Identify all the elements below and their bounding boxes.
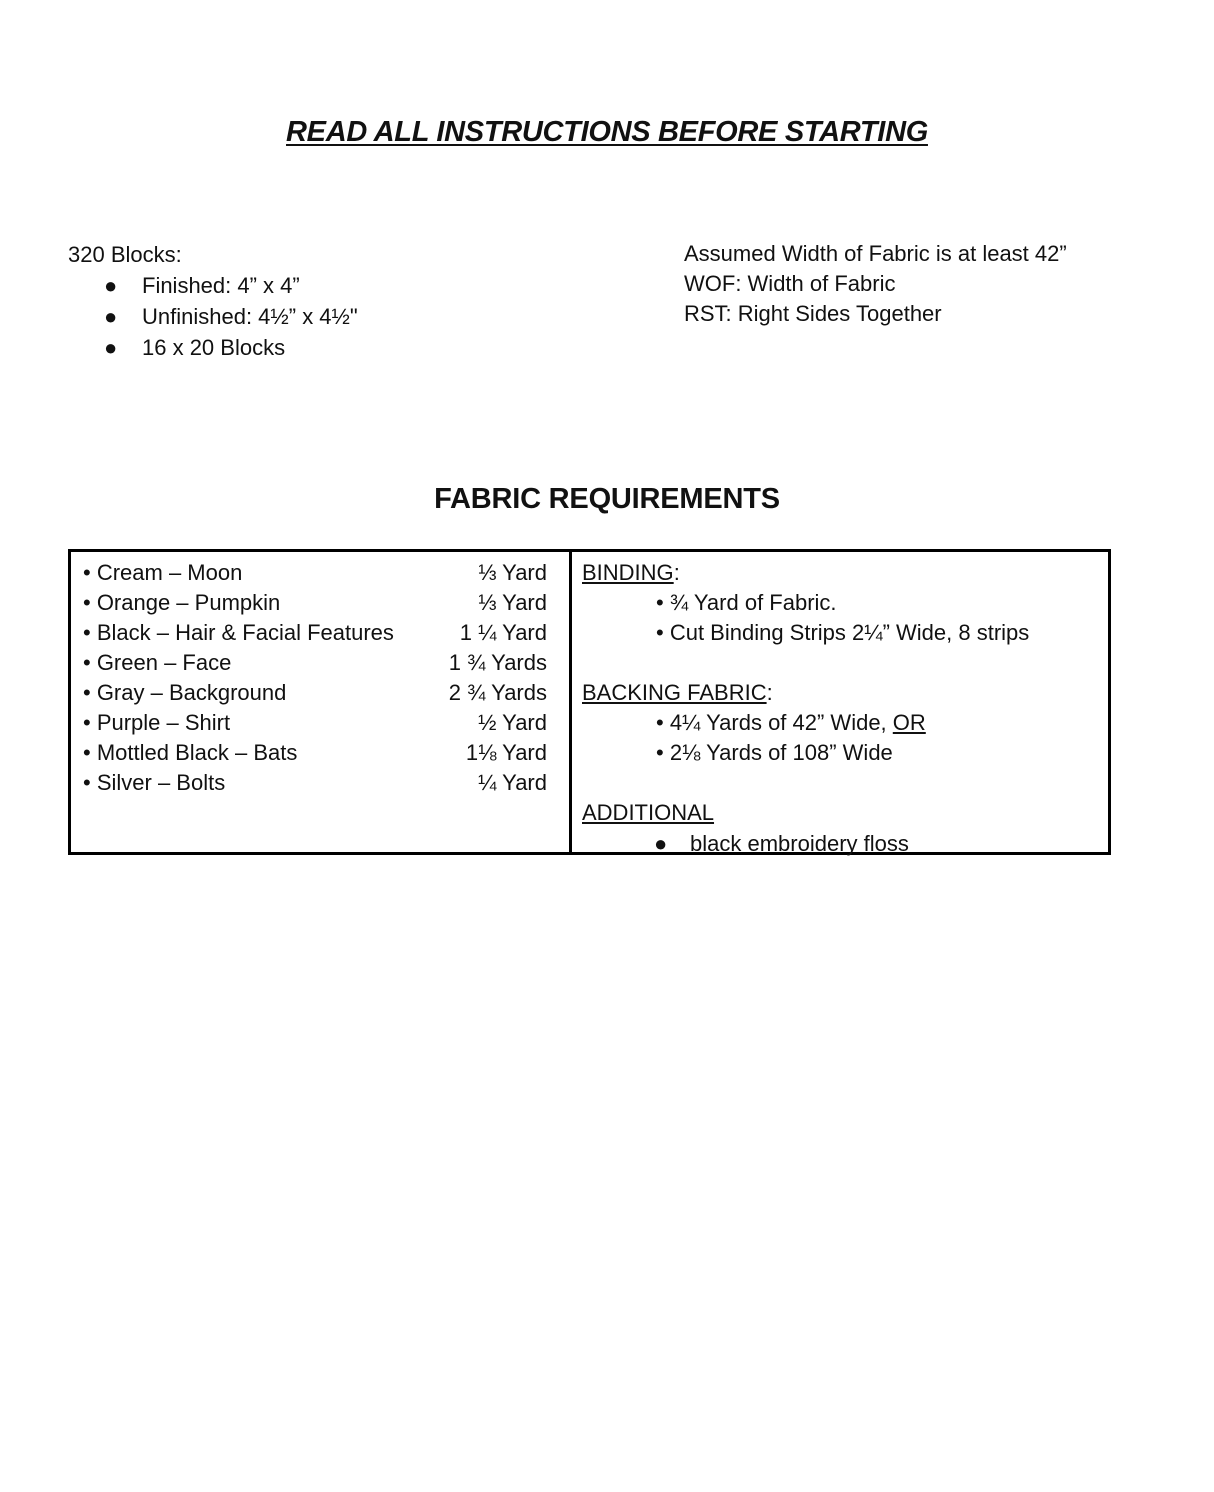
list-item: ● Finished: 4” x 4” <box>68 270 358 301</box>
fabric-row <box>83 708 569 738</box>
additional-heading: ADDITIONAL <box>582 800 715 825</box>
fabric-row <box>83 558 569 588</box>
fabric-requirements-table <box>68 549 1111 855</box>
fabric-amount: ⅓ Yard <box>478 560 547 585</box>
supplies-column <box>572 552 1108 856</box>
spacer <box>582 768 1108 798</box>
blocks-heading: 320 Blocks: <box>68 242 182 267</box>
fabric-amount: 1⅛ Yard <box>465 740 547 765</box>
section-heading: FABRIC REQUIREMENTS <box>434 483 780 515</box>
fabric-name: • Mottled Black – Bats <box>83 740 298 765</box>
fabric-row <box>83 588 569 618</box>
blocks-list <box>68 270 358 363</box>
list-item: • 2⅛ Yards of 108” Wide <box>656 740 893 765</box>
bullet-icon: ● <box>104 273 118 298</box>
list-item: ● 16 x 20 Blocks <box>68 332 358 363</box>
binding-heading: BINDING: <box>582 560 680 585</box>
fabric-name: • Silver – Bolts <box>83 770 226 795</box>
glossary-line: RST: Right Sides Together <box>684 301 942 326</box>
list-item: • ¾ Yard of Fabric. <box>656 590 837 615</box>
blocks-info <box>68 239 358 363</box>
list-item: • Cut Binding Strips 2¼” Wide, 8 strips <box>656 620 1030 645</box>
backing-heading: BACKING FABRIC: <box>582 680 773 705</box>
fabric-amount: 1 ¼ Yard <box>459 620 547 645</box>
fabric-name: • Orange – Pumpkin <box>83 590 281 615</box>
fabric-amount: 2 ¾ Yards <box>448 680 547 705</box>
fabric-name: • Purple – Shirt <box>83 710 231 735</box>
fabric-row <box>83 768 569 798</box>
fabric-row <box>83 738 569 768</box>
glossary-line: Assumed Width of Fabric is at least 42” <box>684 241 1067 266</box>
fabric-name: • Black – Hair & Facial Features <box>83 620 394 645</box>
bullet-icon: ● <box>654 831 668 856</box>
fabric-amount: 1 ¾ Yards <box>448 650 547 675</box>
or-text: OR <box>892 710 926 735</box>
page-title: READ ALL INSTRUCTIONS BEFORE STARTING <box>286 116 928 148</box>
list-item: • 4¼ Yards of 42” Wide, OR <box>656 710 926 735</box>
fabric-list <box>71 552 572 852</box>
fabric-amount: ⅓ Yard <box>478 590 547 615</box>
fabric-name: • Gray – Background <box>83 680 287 705</box>
fabric-name: • Green – Face <box>83 650 232 675</box>
fabric-amount: ½ Yard <box>478 710 547 735</box>
fabric-name: • Cream – Moon <box>83 560 243 585</box>
fabric-row <box>83 678 569 708</box>
fabric-amount: ¼ Yard <box>478 770 547 795</box>
glossary <box>684 239 1067 329</box>
fabric-row <box>83 648 569 678</box>
spacer <box>582 648 1108 678</box>
bullet-icon: ● <box>104 335 118 360</box>
bullet-icon: ● <box>104 304 118 329</box>
glossary-line: WOF: Width of Fabric <box>684 271 896 296</box>
list-item: ● Unfinished: 4½” x 4½" <box>68 301 358 332</box>
list-item: ● black embroidery floss <box>582 828 1108 860</box>
fabric-row <box>83 618 569 648</box>
